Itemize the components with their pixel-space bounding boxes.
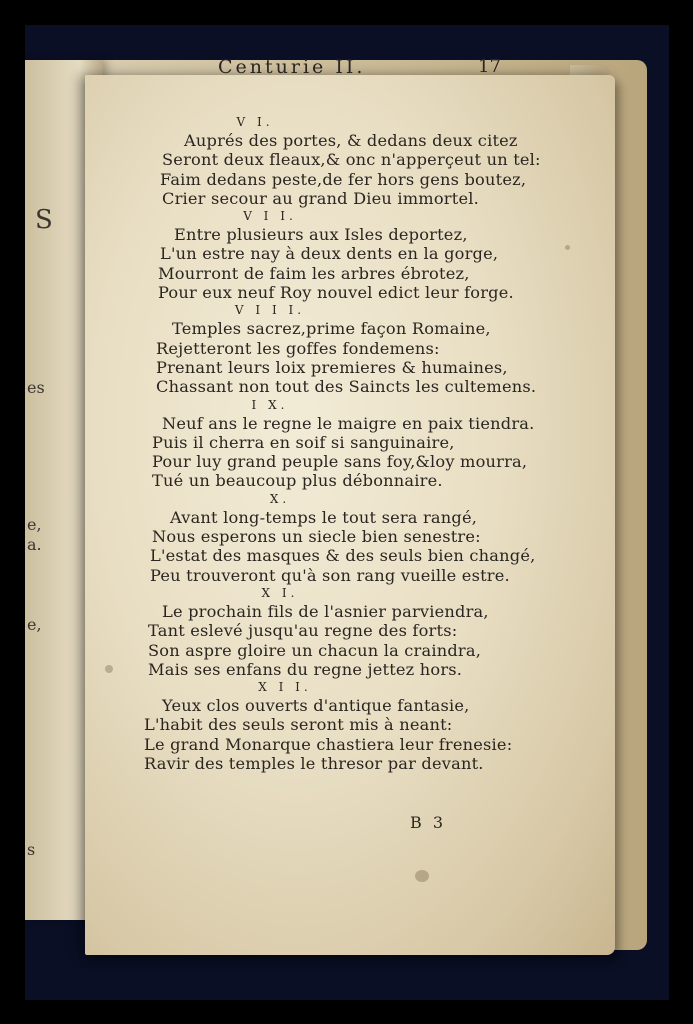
quatrain-numeral: X.	[269, 491, 291, 506]
facing-page-fragment: e,	[27, 615, 42, 634]
verse-line: Auprés des portes, & dedans deux citez	[184, 131, 518, 150]
quatrain	[100, 491, 560, 585]
facing-page-fragment: es	[27, 378, 45, 397]
quatrain	[100, 208, 560, 302]
verse-line: Entre plusieurs aux Isles deportez,	[174, 225, 468, 245]
verse-line: Neuf ans le regne le maigre en paix tiendra.	[162, 413, 535, 433]
quatrain-numeral: V I.	[236, 115, 274, 129]
signature-mark: B 3	[410, 813, 447, 832]
verse-line: Yeux clos ouverts d'antique fantasie,	[162, 696, 470, 716]
verse-line: Pour luy grand peuple sans foy,&loy mourra,	[152, 452, 528, 472]
verse-line: Seront deux fleaux,& onc n'apperçeut un tel:	[162, 150, 541, 170]
verse-line: Tué un beaucoup plus débonnaire.	[152, 471, 443, 491]
quatrain-numeral: V I I I.	[234, 303, 306, 318]
verse-line: Tant eslevé jusqu'au regne des forts:	[148, 621, 458, 641]
quatrain-numeral: I X.	[251, 397, 289, 412]
verse-line: Puis il cherra en soif si sanguinaire,	[152, 432, 455, 452]
verse-line: Mourront de faim les arbres ébrotez,	[158, 263, 470, 283]
verse-line: Avant long-temps le tout sera rangé,	[170, 507, 478, 527]
verse-line: Temples sacrez,prime façon Romaine,	[172, 319, 491, 339]
facing-page-fragment: S	[35, 205, 53, 235]
page-text	[100, 114, 560, 773]
quatrain	[100, 302, 560, 396]
verse-line: Crier secour au grand Dieu immortel.	[162, 188, 479, 208]
quatrain	[100, 114, 560, 208]
quatrain-numeral: X I.	[261, 585, 299, 600]
verse-line: Mais ses enfans du regne jettez hors.	[148, 659, 463, 679]
verse-line: Nous esperons un siecle bien senestre:	[152, 527, 481, 547]
verse-line: L'habit des seuls seront mis à neant:	[144, 715, 453, 735]
quatrain	[100, 679, 560, 773]
facing-page-fragment: s	[27, 840, 36, 859]
quatrain	[100, 397, 560, 491]
facing-page-fragment: e,	[27, 515, 42, 534]
verse-line: L'estat des masques & des seuls bien changé,	[150, 546, 536, 566]
page-number: 17	[478, 56, 501, 77]
verse-line: Faim dedans peste,de fer hors gens boutez,	[160, 169, 527, 189]
facing-page-fragment: a.	[27, 535, 42, 554]
verse-line: Rejetteront les goffes fondemens:	[156, 338, 440, 358]
verse-line: Pour eux neuf Roy nouvel edict leur forge.	[158, 283, 514, 303]
verse-line: L'un estre nay à deux dents en la gorge,	[160, 244, 499, 264]
quatrain-numeral: X I I.	[258, 680, 312, 695]
verse-line: Ravir des temples le thresor par devant.	[144, 754, 484, 774]
verse-line: Chassant non tout des Saincts les cultemens.	[156, 377, 537, 397]
quatrain-numeral: V I I.	[243, 209, 297, 224]
quatrain	[100, 585, 560, 679]
running-title: Centurie II.	[218, 56, 366, 78]
verse-line: Peu trouveront qu'à son rang vueille estre.	[150, 565, 510, 585]
verse-line: Son aspre gloire un chacun la craindra,	[148, 640, 482, 660]
verse-line: Le grand Monarque chastiera leur frenesie:	[144, 734, 513, 754]
verse-line: Le prochain fils de l'asnier parviendra,	[162, 601, 489, 621]
verse-line: Prenant leurs loix premieres & humaines,	[156, 357, 508, 377]
